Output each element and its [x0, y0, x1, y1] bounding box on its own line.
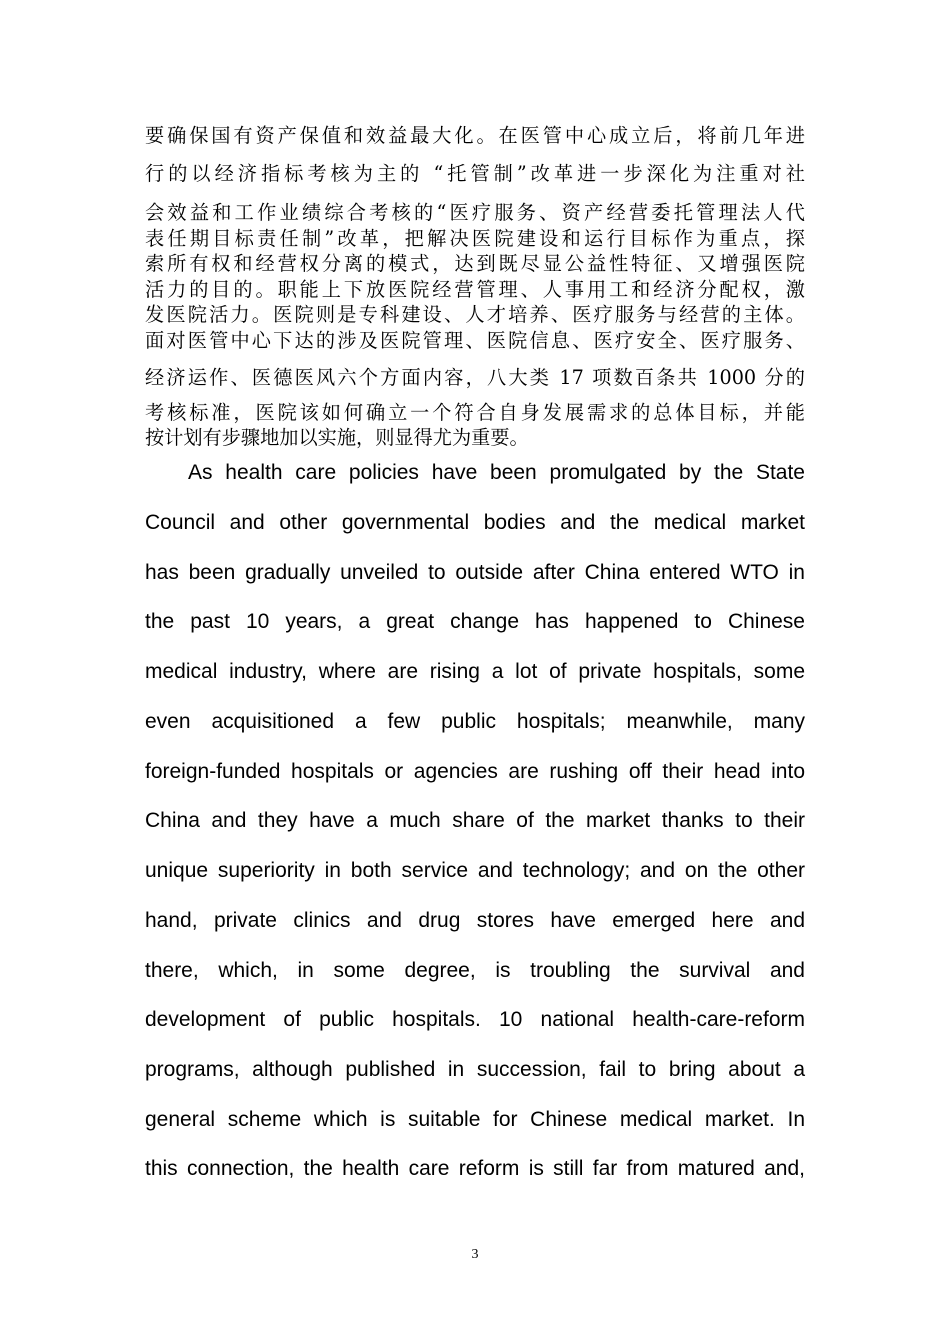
text-line: development of public hospitals. 10 national health-care-reform — [145, 1008, 805, 1031]
text-line: 要确保国有资产保值和效益最大化。在医管中心成立后，将前几年进 — [145, 124, 805, 147]
text-line: 按计划有步骤地加以实施，则显得尤为重要。 — [145, 426, 529, 449]
text-line: unique superiority in both service and technology; and on the other — [145, 859, 805, 882]
text-line: 发医院活力。医院则是专科建设、人才培养、医疗服务与经营的主体。 — [145, 303, 805, 326]
text-line: As health care policies have been promulgated by the State — [188, 461, 805, 484]
text-line: this connection, the health care reform is still far from matured and, — [145, 1157, 805, 1180]
text-line: has been gradually unveiled to outside after China entered WTO in — [145, 561, 805, 584]
text-line: 会效益和工作业绩综合考核的“医疗服务、资产经营委托管理法人代 — [145, 201, 805, 224]
text-line: programs, although published in succession, fail to bring about a — [145, 1058, 805, 1081]
text-line: China and they have a much share of the market thanks to their — [145, 809, 805, 832]
text-line: 经济运作、医德医风六个方面内容，八大类 17 项数百条共 1000 分的 — [145, 366, 805, 389]
text-line: 考核标准，医院该如何确立一个符合自身发展需求的总体目标，并能 — [145, 401, 805, 424]
text-line: 表任期目标责任制”改革，把解决医院建设和运行目标作为重点，探 — [145, 227, 805, 250]
text-line: 索所有权和经营权分离的模式，达到既尽显公益性特征、又增强医院 — [145, 252, 805, 275]
text-line: medical industry, where are rising a lot of private hospitals, some — [145, 660, 805, 683]
text-line: 面对医管中心下达的涉及医院管理、医院信息、医疗安全、医疗服务、 — [145, 329, 805, 352]
text-line: 活力的目的。职能上下放医院经营管理、人事用工和经济分配权，激 — [145, 278, 805, 301]
text-line: Council and other governmental bodies and the medical market — [145, 511, 805, 534]
text-line: 行的以经济指标考核为主的 “托管制”改革进一步深化为注重对社 — [145, 162, 805, 185]
text-line: the past 10 years, a great change has happened to Chinese — [145, 610, 805, 633]
text-line: general scheme which is suitable for Chinese medical market. In — [145, 1108, 805, 1131]
text-line: even acquisitioned a few public hospitals; meanwhile, many — [145, 710, 805, 733]
text-line: foreign-funded hospitals or agencies are rushing off their head into — [145, 760, 805, 783]
text-line: there, which, in some degree, is troubling the survival and — [145, 959, 805, 982]
page-number: 3 — [471, 1247, 479, 1262]
text-line: hand, private clinics and drug stores have emerged here and — [145, 909, 805, 932]
